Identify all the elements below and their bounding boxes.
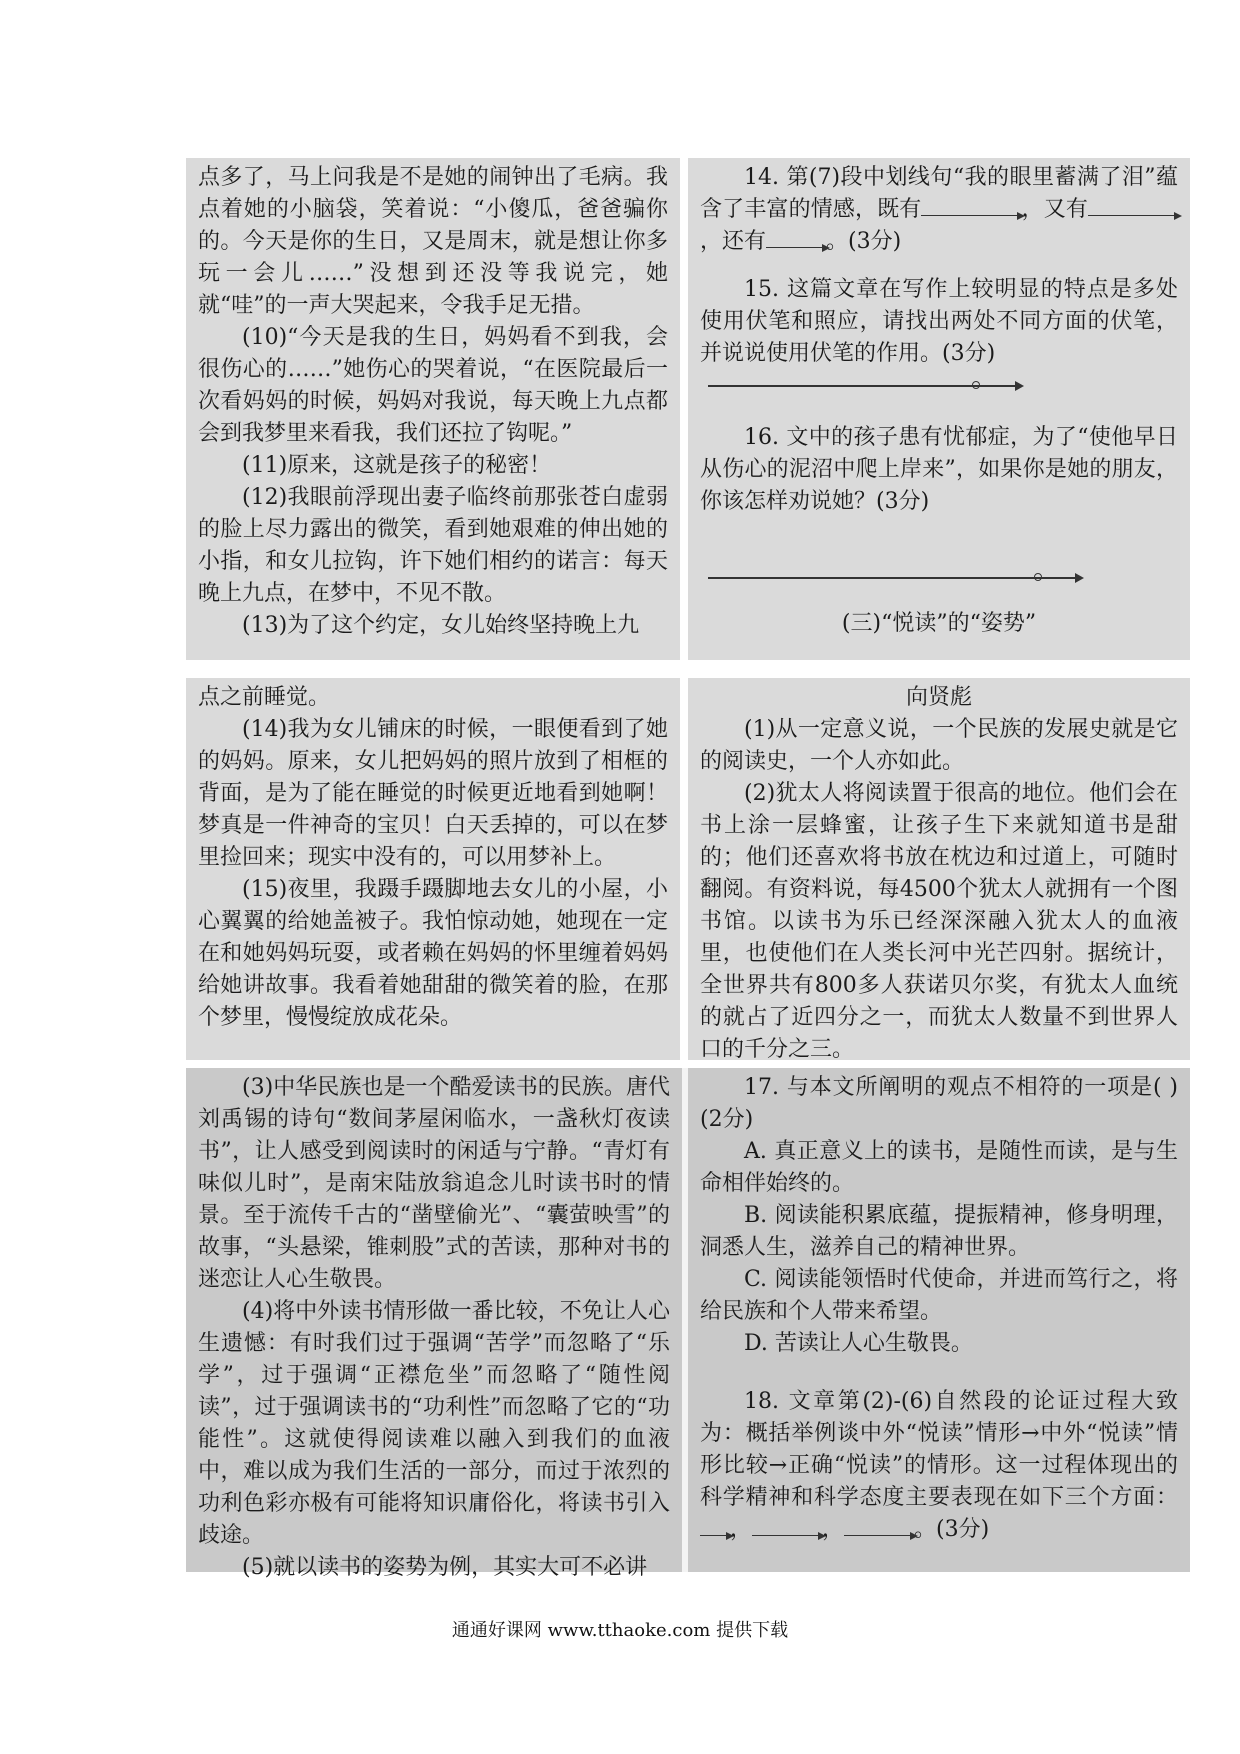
essay-column-middle [688,678,1190,1060]
answer-blank-1[interactable] [921,209,1021,216]
story-paragraph-9-end: 点多了，马上问我是不是她的闹钟出了毛病。我点着她的小脑袋，笑着说：“小傻瓜，爸爸骗你的。今天是你的生日，又是周末，就是想让你多玩一会儿……”没想到还没等我说完，她就“哇”的一声大哭起来，令我手足无措。 [198,165,668,318]
answer-line-15[interactable] [700,376,1178,396]
story-column-top [186,158,688,660]
questions-column-top [688,158,1190,660]
answer-blank-18a[interactable] [700,1529,730,1536]
question-17: 17. 与本文所阐明的观点不相符的一项是( )(2分) [700,1075,1178,1132]
answer-blank-3[interactable] [766,241,826,248]
question-18: 18. 文章第(2)-(6)自然段的论证过程大致为：概括举例谈中外“悦读”情形→中外“悦读”情形比较→正确“悦读”的情形。这一过程体现出的科学精神和科学态度主要表现在如下三个方面：， ， 。(3分) [700,1389,1178,1542]
page-band-3 [186,1068,1190,1580]
story-paragraph-10: (10)“今天是我的生日，妈妈看不到我，会很伤心的……”她伤心的哭着说，“在医院最后一次看妈妈的时候，妈妈对我说，每天晚上九点都会到我梦里来看我，我们还拉了钩呢。” [198,325,668,446]
answer-blank-18c[interactable] [844,1529,914,1536]
q17-option-a[interactable]: A. 真正意义上的读书，是随性而读，是与生命相伴始终的。 [700,1139,1178,1196]
story-paragraph-13-end: 点之前睡觉。 [198,685,331,710]
essay-column-bottom [186,1068,688,1580]
page-band-2 [186,678,1190,1060]
essay-author: 向贤彪 [905,685,972,710]
story-paragraph-12: (12)我眼前浮现出妻子临终前那张苍白虚弱的脸上尽力露出的微笑，看到她艰难的伸出她的小指，和女儿拉钩，许下她们相约的诺言：每天晚上九点，在梦中，不见不散。 [198,485,668,606]
q17-option-b[interactable]: B. 阅读能积累底蕴，提振精神，修身明理，洞悉人生，滋养自己的精神世界。 [700,1203,1178,1260]
q17-option-d[interactable]: D. 苦读让人心生敬畏。 [744,1331,973,1356]
download-footer: 通通好课网 www.tthaoke.com 提供下载 [451,1620,789,1641]
essay-paragraph-1: (1)从一定意义说，一个民族的发展史就是它的阅读史，一个人亦如此。 [700,717,1178,774]
story-paragraph-14: (14)我为女儿铺床的时候，一眼便看到了她的妈妈。原来，女儿把妈妈的照片放到了相框的背面，是为了能在睡觉的时候更近地看到她啊！梦真是一件神奇的宝贝！白天丢掉的，可以在梦里捡回来；现实中没有的，可以用梦补上。 [198,717,668,870]
essay-paragraph-4: (4)将中外读书情形做一番比较，不免让人心生遗憾：有时我们过于强调“苦学”而忽略了“乐学”，过于强调“正襟危坐”而忽略了“随性阅读”，过于强调读书的“功利性”而忽略了它的“功能性”。这就使得阅读难以融入到我们的血液中，难以成为我们生活的一部分，而过于浓烈的功利色彩亦极有可能将知识庸俗化，将读书引入歧途。 [198,1299,670,1548]
question-15: 15. 这篇文章在写作上较明显的特点是多处使用伏笔和照应，请找出两处不同方面的伏笔，并说说使用伏笔的作用。(3分) [700,277,1178,366]
story-paragraph-15: (15)夜里，我蹑手蹑脚地去女儿的小屋，小心翼翼的给她盖被子。我怕惊动她，她现在一定在和她妈妈玩耍，或者赖在妈妈的怀里缠着妈妈给她讲故事。我看着她甜甜的微笑着的脸，在那个梦里，慢慢绽放成花朵。 [198,877,668,1030]
section-3-title: (三)“悦读”的“姿势” [841,611,1037,636]
question-16: 16. 文中的孩子患有忧郁症，为了“使他早日从伤心的泥沼中爬上岸来”，如果你是她的朋友，你该怎样劝说她？(3分) [700,425,1178,514]
q17-option-c[interactable]: C. 阅读能领悟时代使命，并进而笃行之，将给民族和个人带来希望。 [700,1267,1178,1324]
essay-paragraph-2: (2)犹太人将阅读置于很高的地位。他们会在书上涂一层蜂蜜，让孩子生下来就知道书是甜的；他们还喜欢将书放在枕边和过道上，可随时翻阅。有资料说，每4500个犹太人就拥有一个图书馆。以读书为乐已经深深融入犹太人的血液里，也使他们在人类长河中光芒四射。据统计，全世界共有800多人获诺贝尔奖，有犹太人血统的就占了近四分之一，而犹太人数量不到世界人口的千分之三。 [700,781,1178,1062]
story-paragraph-11: (11)原来，这就是孩子的秘密！ [242,453,552,478]
answer-blank-18b[interactable] [752,1529,822,1536]
question-14: 14. 第(7)段中划线句“我的眼里蓄满了泪”蕴含了丰富的情感，既有 ，又有，还有 。(3分) [700,165,1178,254]
page-band-1 [186,158,1190,660]
questions-column-bottom [688,1068,1190,1572]
answer-blank-2[interactable] [1088,209,1178,216]
essay-paragraph-3: (3)中华民族也是一个酷爱读书的民族。唐代刘禹锡的诗句“数间茅屋闲临水，一盏秋灯夜读书”，让人感受到阅读时的闲适与宁静。“青灯有味似儿时”，是南宋陆放翁追念儿时读书时的情景。至于流传千古的“凿壁偷光”、“囊萤映雪”的故事，“头悬梁，锥刺股”式的苦读，那种对书的迷恋让人心生敬畏。 [198,1075,670,1292]
story-column-middle [186,678,688,1060]
essay-paragraph-5-start: (5)就以读书的姿势为例，其实大可不必讲 [242,1555,648,1580]
story-paragraph-13-start: (13)为了这个约定，女儿始终坚持晚上九 [242,613,640,638]
answer-line-16[interactable] [700,568,1178,588]
